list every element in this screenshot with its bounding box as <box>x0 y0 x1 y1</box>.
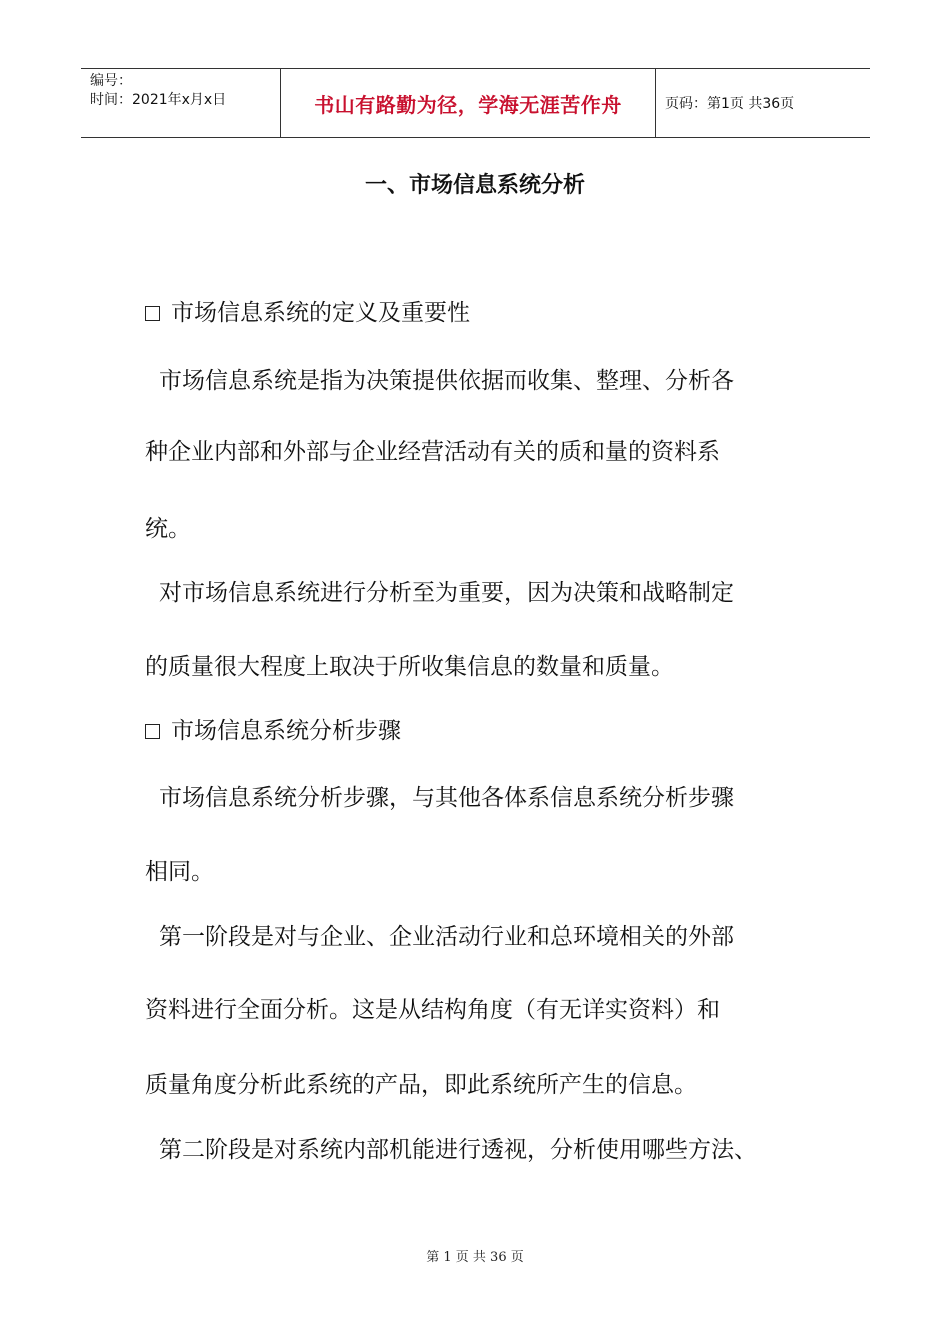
paragraph-line: 种企业内部和外部与企业经营活动有关的质和量的资料系 <box>145 439 720 465</box>
paragraph-line: 市场信息系统是指为决策提供依据而收集、整理、分析各 <box>159 368 734 394</box>
paragraph-line: 第二阶段是对系统内部机能进行透视，分析使用哪些方法、 <box>159 1137 757 1163</box>
paragraph-line: 市场信息系统分析步骤，与其他各体系信息系统分析步骤 <box>159 785 734 811</box>
paragraph-line: 质量角度分析此系统的产品，即此系统所产生的信息。 <box>145 1072 697 1098</box>
header-left-cell <box>81 69 281 137</box>
paragraph-line: 统。 <box>145 516 191 542</box>
paragraph-line: 的质量很大程度上取决于所收集信息的数量和质量。 <box>145 654 674 680</box>
header-page-info-cell <box>656 69 870 137</box>
header-motto-cell <box>281 69 656 137</box>
checkbox-bullet-icon <box>145 306 160 321</box>
date-label: 时间：2021年x月x日 <box>90 92 227 108</box>
section-heading-text: 市场信息系统分析步骤 <box>171 718 401 744</box>
paragraph-line: 第一阶段是对与企业、企业活动行业和总环境相关的外部 <box>159 924 734 950</box>
motto: 书山有路勤为径，学海无涯苦作舟 <box>314 92 622 117</box>
section-heading-text: 市场信息系统的定义及重要性 <box>171 300 470 326</box>
header-table <box>81 68 870 138</box>
page-footer: 第 1 页 共 36 页 <box>426 1250 524 1265</box>
section-heading-steps <box>145 716 401 746</box>
page-title: 一、市场信息系统分析 <box>364 173 585 198</box>
page-info: 页码：第1页 共36页 <box>665 96 795 112</box>
section-heading-definition <box>145 298 470 328</box>
paragraph-line: 资料进行全面分析。这是从结构角度（有无详实资料）和 <box>145 997 720 1023</box>
checkbox-bullet-icon <box>145 724 160 739</box>
paragraph-line: 相同。 <box>145 859 214 885</box>
paragraph-line: 对市场信息系统进行分析至为重要，因为决策和战略制定 <box>159 580 734 606</box>
serial-label: 编号： <box>90 73 132 89</box>
